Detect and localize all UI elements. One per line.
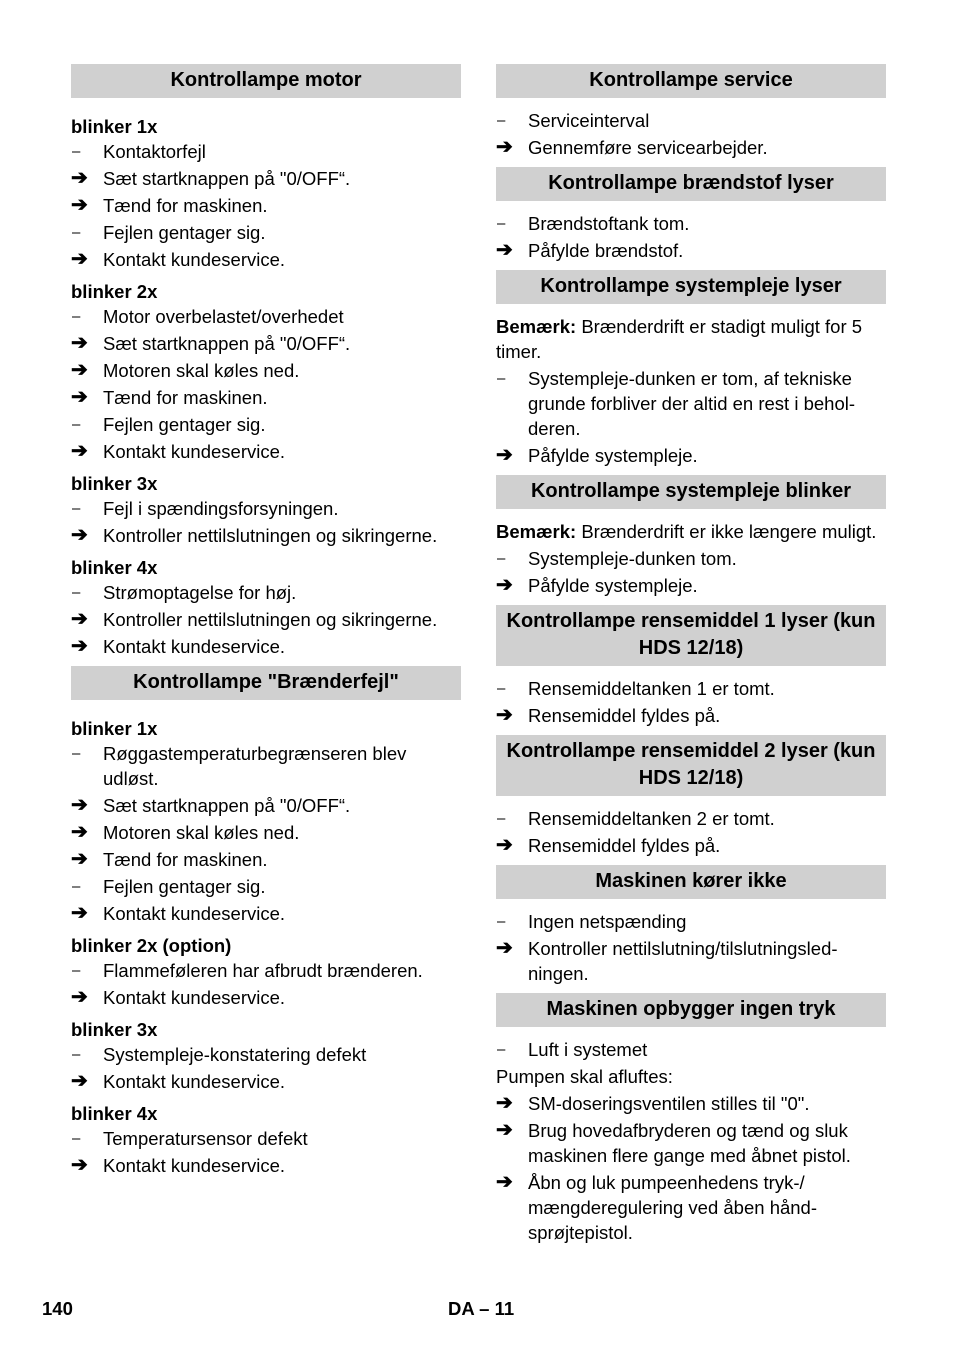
dash-bullet-icon: –: [72, 584, 81, 601]
note-paragraph: [496, 519, 886, 544]
section-body: [496, 796, 886, 858]
section-body: [496, 304, 886, 468]
condition-item: [496, 909, 886, 934]
item-text: Strømoptagelse for høj.: [103, 582, 297, 603]
dash-bullet-icon: –: [72, 878, 81, 895]
item-text: Gennemføre servicearbejder.: [528, 137, 768, 158]
section-heading: Kontrollampe brændstof lyser: [496, 167, 886, 201]
action-item: [71, 607, 461, 632]
action-item: [71, 1153, 461, 1178]
note-text: Brænderdrift er stadigt muligt for 5 timer.: [496, 316, 863, 362]
dash-bullet-icon: –: [72, 1130, 81, 1147]
action-item: [496, 703, 886, 728]
item-text: Sæt startknappen på "0/OFF“.: [103, 168, 351, 189]
arrow-right-icon: ➔: [71, 635, 88, 657]
condition-item: [71, 741, 461, 791]
condition-item: [496, 366, 886, 441]
item-text: Fejlen gentager sig.: [103, 876, 266, 897]
action-item: [71, 901, 461, 926]
blink-pattern-label: blinker 1x: [71, 718, 158, 739]
item-text: Tænd for maskinen.: [103, 849, 268, 870]
note-paragraph: [496, 314, 886, 364]
blink-pattern-label: blinker 2x: [71, 281, 158, 302]
action-item: [496, 238, 886, 263]
item-text: Åbn og luk pumpeenhedens tryk-/ mængderegulering ved åben hånd-sprøjtepistol.: [528, 1172, 818, 1243]
action-item: [496, 833, 886, 858]
page-number: 140: [42, 1298, 73, 1319]
arrow-right-icon: ➔: [496, 834, 513, 856]
arrow-right-icon: ➔: [71, 359, 88, 381]
condition-item: [71, 496, 461, 521]
action-item: [71, 358, 461, 383]
item-text: Rensemiddel fyldes på.: [528, 705, 721, 726]
condition-item: [71, 220, 461, 245]
section-body: [496, 899, 886, 986]
plain-paragraph: Pumpen skal afluftes:: [496, 1066, 673, 1087]
item-text: Rensemiddeltanken 1 er tomt.: [528, 678, 775, 699]
arrow-right-icon: ➔: [71, 332, 88, 354]
section-heading: Maskinen kører ikke: [496, 865, 886, 899]
item-text: Systempleje-dunken er tom, af tekniske grunde forbliver der altid en rest i behol-deren.: [528, 368, 856, 439]
item-text: Ingen netspænding: [528, 911, 687, 932]
action-item: [496, 1118, 886, 1168]
item-text: Sæt startknappen på "0/OFF“.: [103, 333, 351, 354]
action-item: [496, 573, 886, 598]
dash-bullet-icon: –: [72, 308, 81, 325]
dash-bullet-icon: –: [497, 810, 506, 827]
arrow-right-icon: ➔: [71, 608, 88, 630]
section-body: [496, 1027, 886, 1245]
dash-bullet-icon: –: [497, 370, 506, 387]
arrow-right-icon: ➔: [71, 1070, 88, 1092]
item-text: Kontroller nettilslutningen og sikringerne.: [103, 609, 438, 630]
dash-bullet-icon: –: [72, 745, 81, 762]
blink-pattern-label: blinker 2x (option): [71, 935, 232, 956]
item-text: Brændstoftank tom.: [528, 213, 690, 234]
blink-pattern-label: blinker 3x: [71, 1019, 158, 1040]
arrow-right-icon: ➔: [71, 1154, 88, 1176]
section-heading: Kontrollampe motor: [71, 64, 461, 98]
action-item: [496, 135, 886, 160]
condition-item: [496, 108, 886, 133]
item-text: Kontakt kundeservice.: [103, 1155, 286, 1176]
item-text: Tænd for maskinen.: [103, 387, 268, 408]
arrow-right-icon: ➔: [71, 440, 88, 462]
dash-bullet-icon: –: [497, 680, 506, 697]
item-text: Fejlen gentager sig.: [103, 222, 266, 243]
blink-pattern-label: blinker 4x: [71, 557, 158, 578]
item-text: Motoren skal køles ned.: [103, 822, 300, 843]
arrow-right-icon: ➔: [496, 704, 513, 726]
section-body: [71, 98, 461, 659]
arrow-right-icon: ➔: [71, 986, 88, 1008]
condition-item: [71, 1126, 461, 1151]
action-item: [71, 793, 461, 818]
dash-bullet-icon: –: [497, 112, 506, 129]
section-heading: Kontrollampe systempleje lyser: [496, 270, 886, 304]
item-text: Serviceinterval: [528, 110, 650, 131]
action-item: [71, 1069, 461, 1094]
item-text: Temperatursensor defekt: [103, 1128, 308, 1149]
action-item: [71, 439, 461, 464]
action-item: [496, 1170, 886, 1245]
section-heading: Kontrollampe rensemiddel 1 lyser (kun HDS 12/18): [496, 605, 886, 666]
arrow-right-icon: ➔: [496, 1171, 513, 1193]
condition-item: [496, 1037, 886, 1062]
action-item: [71, 847, 461, 872]
action-item: [71, 634, 461, 659]
condition-item: [496, 806, 886, 831]
dash-bullet-icon: –: [72, 1046, 81, 1063]
dash-bullet-icon: –: [497, 215, 506, 232]
item-text: Kontakt kundeservice.: [103, 1071, 286, 1092]
condition-item: [71, 958, 461, 983]
item-text: Fejl i spændingsforsyningen.: [103, 498, 339, 519]
blink-pattern-label: blinker 4x: [71, 1103, 158, 1124]
dash-bullet-icon: –: [72, 143, 81, 160]
item-text: Påfylde brændstof.: [528, 240, 684, 261]
action-item: [496, 936, 886, 986]
dash-bullet-icon: –: [72, 416, 81, 433]
blink-pattern-label: blinker 1x: [71, 116, 158, 137]
action-item: [71, 385, 461, 410]
right-column: [496, 64, 886, 1247]
dash-bullet-icon: –: [72, 500, 81, 517]
condition-item: [71, 139, 461, 164]
note-label: Bemærk:: [496, 521, 577, 542]
item-text: Rensemiddeltanken 2 er tomt.: [528, 808, 775, 829]
section-heading: Kontrollampe "Brænderfejl": [71, 666, 461, 700]
action-item: [71, 331, 461, 356]
item-text: Systempleje-konstatering defekt: [103, 1044, 367, 1065]
section-heading: Kontrollampe service: [496, 64, 886, 98]
item-text: Kontakt kundeservice.: [103, 636, 286, 657]
condition-item: [71, 412, 461, 437]
item-text: Kontaktorfejl: [103, 141, 206, 162]
item-text: Kontroller nettilslutning/tilslutningsled-ningen.: [528, 938, 838, 984]
condition-item: [496, 211, 886, 236]
item-text: Flammeføleren har afbrudt brænderen.: [103, 960, 423, 981]
condition-item: [71, 304, 461, 329]
item-text: Sæt startknappen på "0/OFF“.: [103, 795, 351, 816]
arrow-right-icon: ➔: [496, 937, 513, 959]
item-text: Kontroller nettilslutningen og sikringerne.: [103, 525, 438, 546]
action-item: [71, 166, 461, 191]
item-text: Kontakt kundeservice.: [103, 441, 286, 462]
arrow-right-icon: ➔: [71, 524, 88, 546]
arrow-right-icon: ➔: [496, 239, 513, 261]
item-text: Påfylde systempleje.: [528, 445, 698, 466]
item-text: Motor overbelastet/overhedet: [103, 306, 344, 327]
dash-bullet-icon: –: [497, 550, 506, 567]
item-text: Kontakt kundeservice.: [103, 249, 286, 270]
section-body: [496, 666, 886, 728]
action-item: [496, 443, 886, 468]
arrow-right-icon: ➔: [71, 848, 88, 870]
item-text: Luft i systemet: [528, 1039, 648, 1060]
arrow-right-icon: ➔: [71, 794, 88, 816]
note-text: Brænderdrift er ikke længere muligt.: [576, 521, 877, 542]
condition-item: [496, 676, 886, 701]
condition-item: [71, 874, 461, 899]
item-text: Tænd for maskinen.: [103, 195, 268, 216]
section-body: [71, 700, 461, 1178]
action-item: [496, 1091, 886, 1116]
condition-item: [71, 1042, 461, 1067]
section-body: [496, 201, 886, 263]
note-label: Bemærk:: [496, 316, 577, 337]
section-heading: Kontrollampe systempleje blinker: [496, 475, 886, 509]
arrow-right-icon: ➔: [496, 1119, 513, 1141]
arrow-right-icon: ➔: [496, 444, 513, 466]
item-text: Røggastemperaturbegrænseren blev udløst.: [103, 743, 407, 789]
action-item: [71, 820, 461, 845]
arrow-right-icon: ➔: [496, 574, 513, 596]
arrow-right-icon: ➔: [71, 902, 88, 924]
item-text: Kontakt kundeservice.: [103, 903, 286, 924]
item-text: Motoren skal køles ned.: [103, 360, 300, 381]
section-heading: Kontrollampe rensemiddel 2 lyser (kun HDS 12/18): [496, 735, 886, 796]
blink-pattern-label: blinker 3x: [71, 473, 158, 494]
dash-bullet-icon: –: [72, 962, 81, 979]
item-text: Påfylde systempleje.: [528, 575, 698, 596]
item-text: Rensemiddel fyldes på.: [528, 835, 721, 856]
condition-item: [71, 580, 461, 605]
section-heading: Maskinen opbygger ingen tryk: [496, 993, 886, 1027]
section-body: [496, 98, 886, 160]
arrow-right-icon: ➔: [496, 1092, 513, 1114]
action-item: [71, 985, 461, 1010]
dash-bullet-icon: –: [497, 913, 506, 930]
item-text: Fejlen gentager sig.: [103, 414, 266, 435]
action-item: [71, 247, 461, 272]
arrow-right-icon: ➔: [71, 167, 88, 189]
item-text: Brug hovedafbryderen og tænd og sluk maskinen flere gange med åbnet pistol.: [528, 1120, 851, 1166]
arrow-right-icon: ➔: [71, 386, 88, 408]
action-item: [71, 193, 461, 218]
item-text: Kontakt kundeservice.: [103, 987, 286, 1008]
dash-bullet-icon: –: [72, 224, 81, 241]
page-label: DA – 11: [448, 1298, 515, 1319]
condition-item: [496, 546, 886, 571]
item-text: Systempleje-dunken tom.: [528, 548, 737, 569]
arrow-right-icon: ➔: [71, 821, 88, 843]
section-body: [496, 509, 886, 598]
arrow-right-icon: ➔: [71, 248, 88, 270]
left-column: [71, 64, 461, 1180]
arrow-right-icon: ➔: [71, 194, 88, 216]
dash-bullet-icon: –: [497, 1041, 506, 1058]
action-item: [71, 523, 461, 548]
arrow-right-icon: ➔: [496, 136, 513, 158]
item-text: SM-doseringsventilen stilles til "0".: [528, 1093, 810, 1114]
